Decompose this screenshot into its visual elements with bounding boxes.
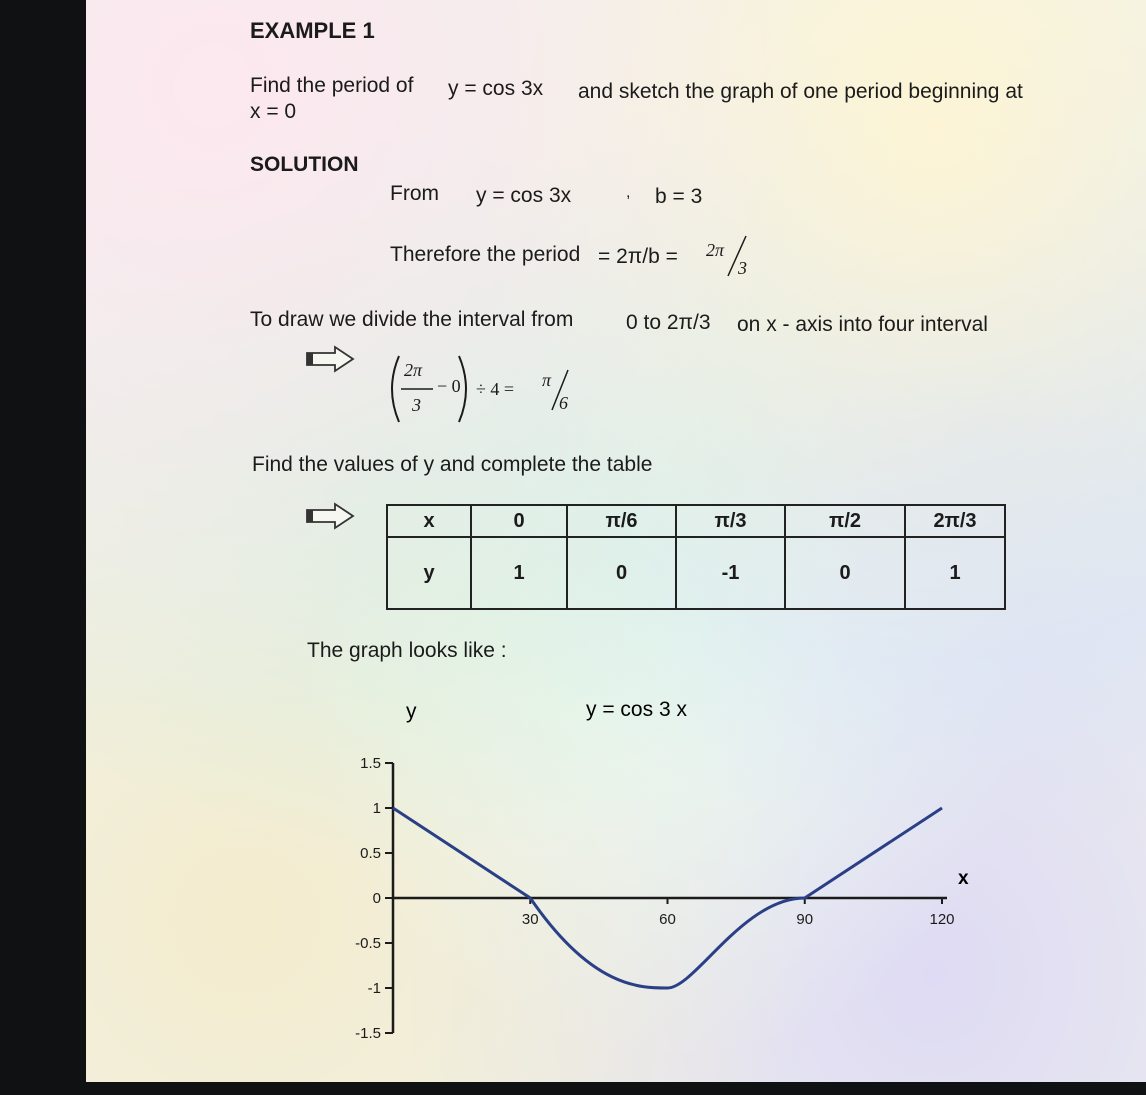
period-fraction-numerator: 2π: [706, 240, 725, 260]
y-tick-label: -1: [367, 980, 381, 997]
table-cell: π/3: [676, 505, 785, 537]
table-cell: 2π/3: [905, 505, 1005, 537]
graph-intro-text: The graph looks like :: [307, 639, 507, 662]
table-cell: 1: [905, 537, 1005, 609]
table-cell: 0: [785, 537, 905, 609]
result-numerator: π: [542, 370, 552, 390]
example-heading: EXAMPLE 1: [250, 18, 375, 43]
period-text: Therefore the period: [390, 243, 581, 266]
from-label: From: [390, 182, 439, 205]
problem-function: y = cos 3x: [448, 77, 544, 100]
period-fraction-denominator: 3: [738, 258, 747, 278]
y-tick-label: 0: [372, 890, 381, 907]
chart-title: y = cos 3 x: [586, 698, 687, 721]
problem-text-start: Find the period of: [250, 74, 414, 97]
solution-heading: SOLUTION: [250, 153, 359, 176]
y-tick-label: 0.5: [360, 845, 381, 862]
x-axis-label: x: [958, 868, 969, 889]
from-function: y = cos 3x: [476, 184, 572, 207]
comma-separator: ,: [626, 184, 631, 201]
x-tick-label: 60: [659, 911, 676, 928]
period-equation: = 2π/b =: [598, 245, 678, 268]
x-tick-label: 30: [521, 911, 539, 928]
divide-text-end: on x - axis into four interval: [737, 313, 988, 336]
table-cell: π/6: [567, 505, 676, 537]
y-tick-label: -1.5: [355, 1025, 381, 1042]
x-tick-label: 90: [796, 911, 814, 928]
x-tick-label: 120: [929, 911, 955, 928]
table-cell: 0: [567, 537, 676, 609]
result-denominator: 6: [559, 393, 568, 413]
b-value: b = 3: [655, 185, 703, 208]
expression-numerator: 2π: [404, 360, 423, 380]
divide-interval: 0 to 2π/3: [626, 311, 711, 334]
table-cell: -1: [676, 537, 785, 609]
problem-text-end: and sketch the graph of one period beginning at: [578, 80, 1023, 103]
y-tick-label: 1.5: [360, 755, 381, 772]
table-cell: 0: [471, 505, 567, 537]
find-values-text: Find the values of y and complete the table: [252, 453, 653, 476]
y-tick-label: 1: [372, 800, 381, 817]
problem-start-condition: x = 0: [250, 100, 297, 123]
y-axis-label: y: [406, 700, 417, 723]
expression-minus-zero: − 0: [437, 376, 461, 396]
table-cell: y: [387, 537, 471, 609]
divide-text-start: To draw we divide the interval from: [250, 308, 574, 331]
y-tick-label: -0.5: [355, 935, 381, 952]
expression-divide: ÷ 4 =: [476, 379, 515, 399]
table-cell: π/2: [785, 505, 905, 537]
table-cell: 1: [471, 537, 567, 609]
table-cell: x: [387, 505, 471, 537]
expression-denominator: 3: [412, 395, 421, 415]
